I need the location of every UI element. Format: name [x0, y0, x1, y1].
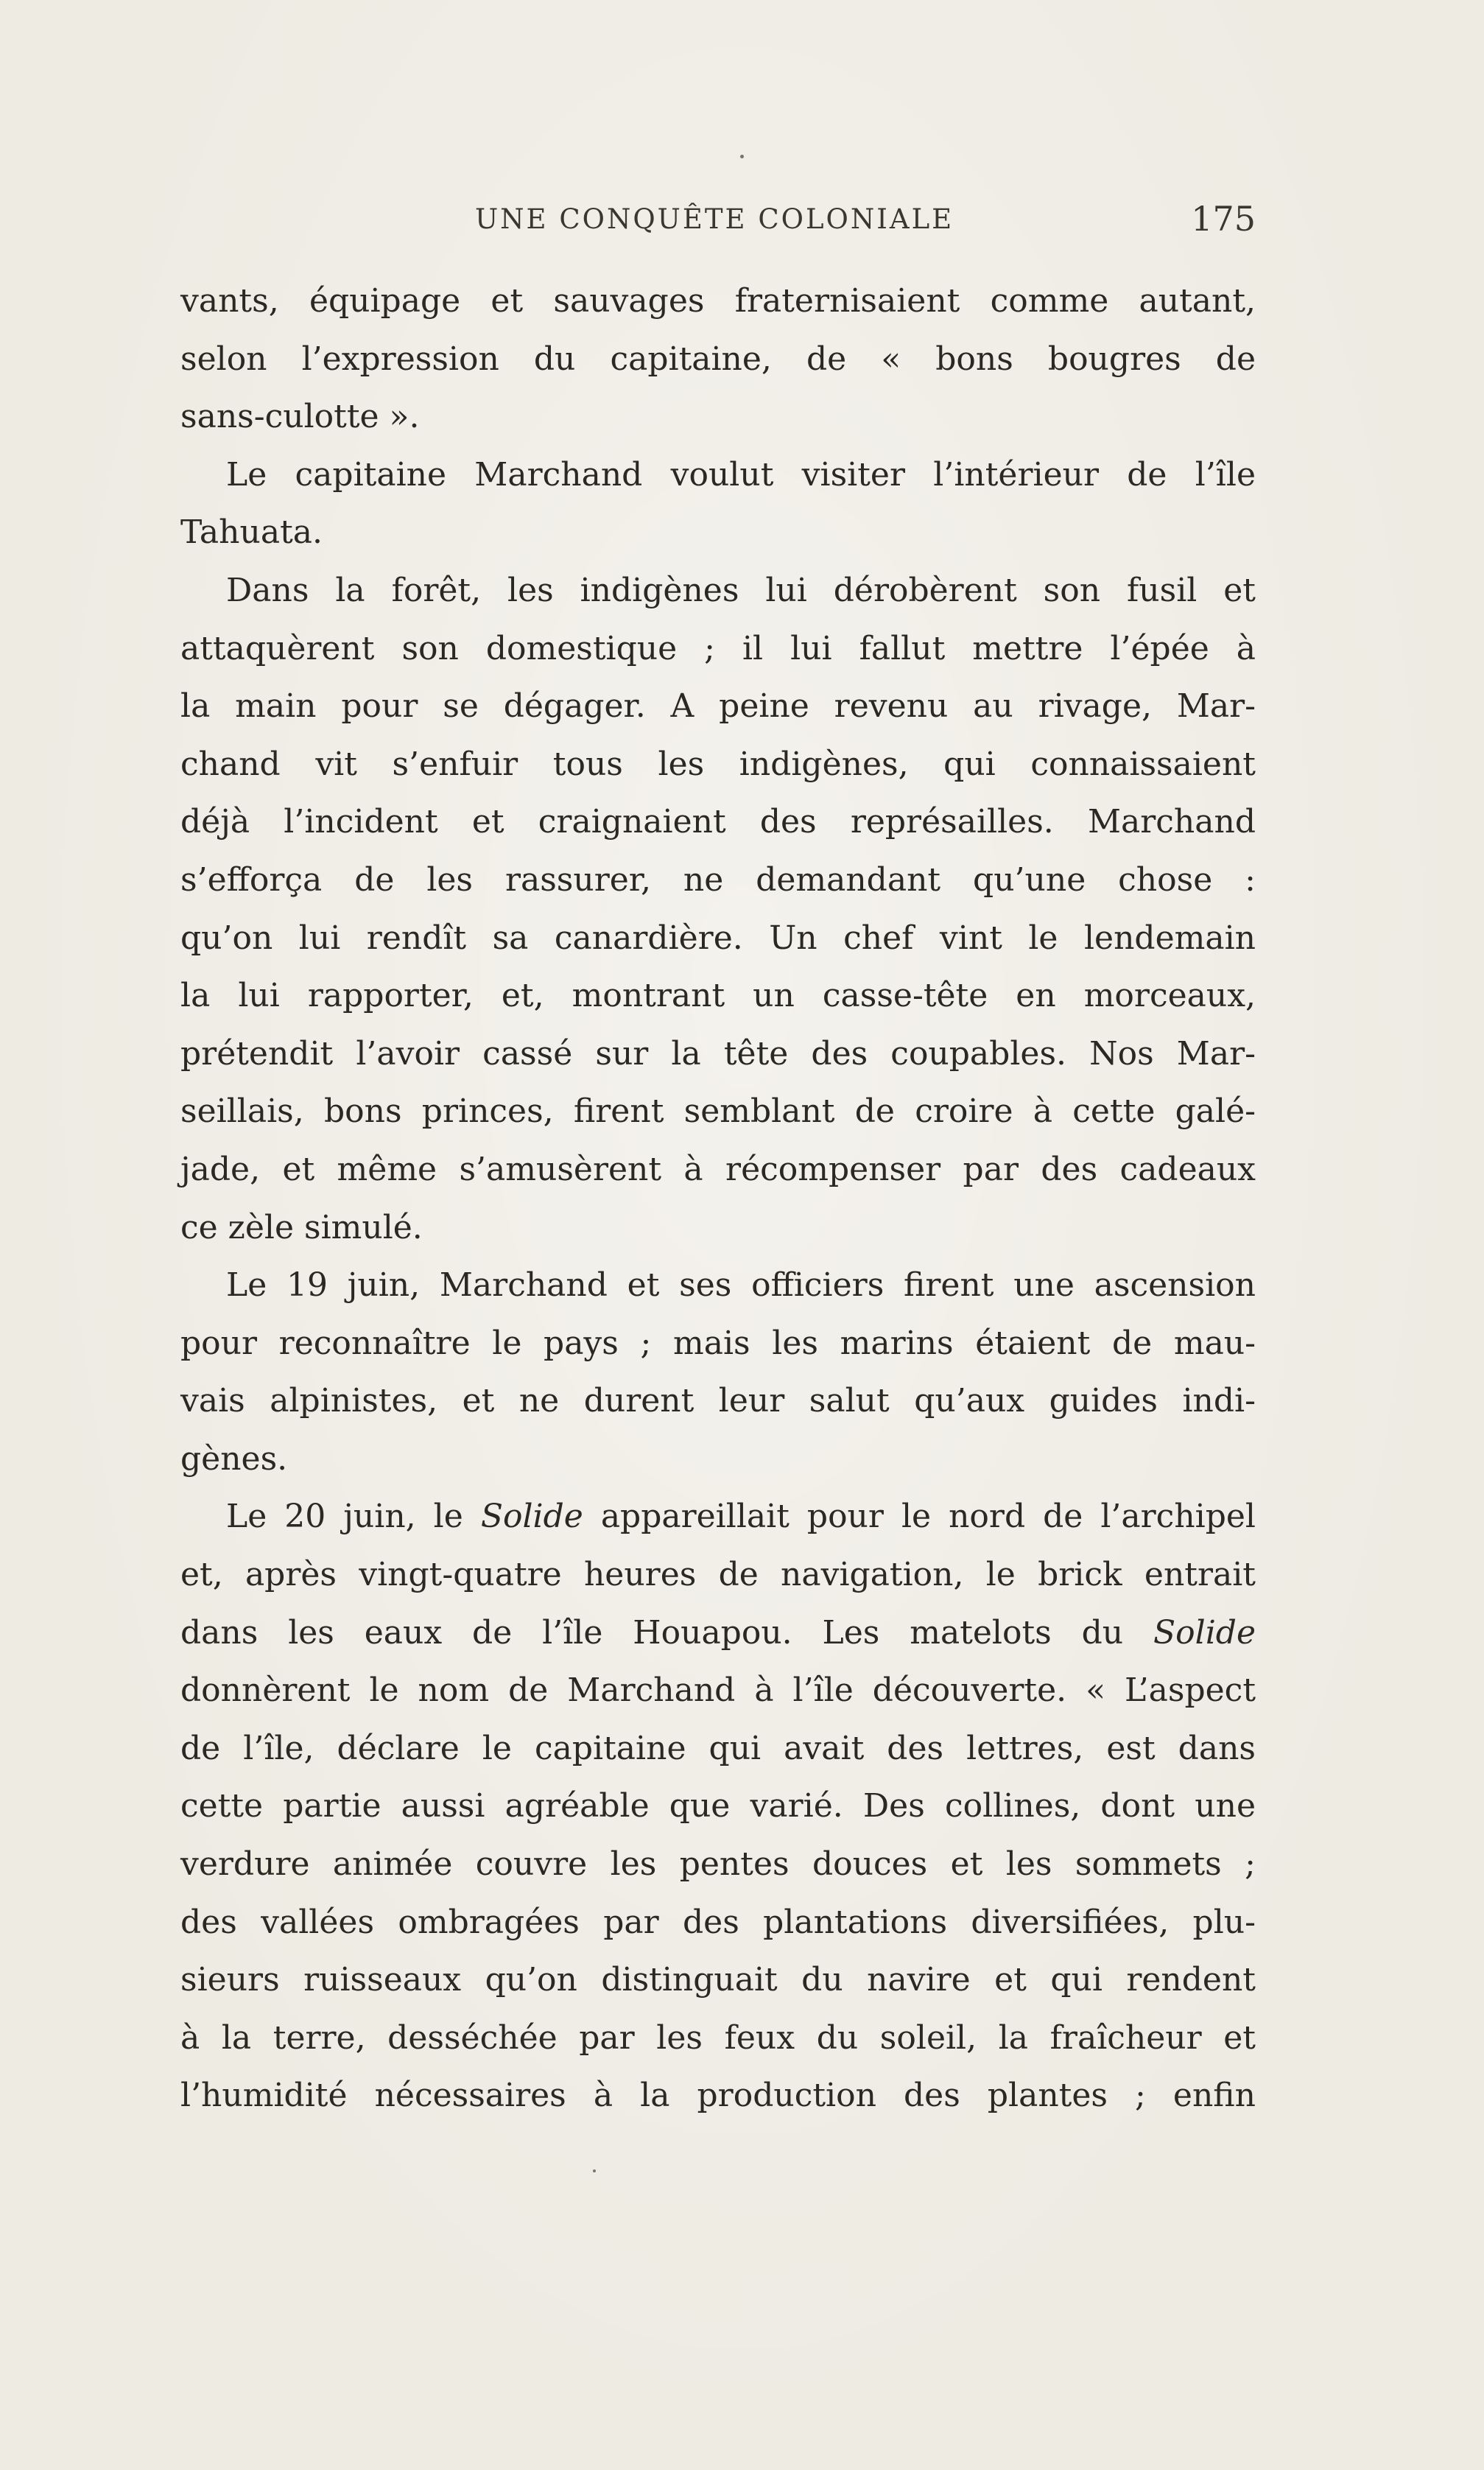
text-line: Le 20 juin, le Solide appareillait pour le nord de l’archipel — [226, 1498, 1256, 1536]
text-line: gènes. — [180, 1439, 288, 1478]
text-line: qu’on lui rendît sa canardière. Un chef vint le lendemain — [180, 919, 1256, 957]
ship-name: Solide — [480, 1498, 583, 1536]
page-header — [180, 199, 1256, 243]
text-line: chand vit s’enfuir tous les indigènes, qui connaissaient — [180, 745, 1256, 783]
text-line: attaquèrent son domestique ; il lui fallut mettre l’épée à — [180, 629, 1256, 667]
text-line: selon l’expression du capitaine, de « bons bougres de — [180, 340, 1256, 378]
text-line: Le capitaine Marchand voulut visiter l’intérieur de l’île — [226, 455, 1256, 494]
text-line: pour reconnaître le pays ; mais les marins étaient de mau- — [180, 1324, 1256, 1362]
page-number: 175 — [1191, 199, 1256, 239]
text-line: l’humidité nécessaires à la production des plantes ; enfin — [180, 2077, 1256, 2115]
text-line: ce zèle simulé. — [180, 1208, 423, 1246]
text-line: la main pour se dégager. A peine revenu au rivage, Mar- — [180, 687, 1256, 726]
text-line: verdure animée couvre les pentes douces et les sommets ; — [180, 1845, 1256, 1884]
text-line: jade, et même s’amusèrent à récompenser par des cadeaux — [180, 1150, 1256, 1188]
running-head: UNE CONQUÊTE COLONIALE — [475, 203, 954, 235]
paper-speck — [740, 155, 744, 158]
ship-name: Solide — [1153, 1613, 1256, 1652]
text-line: donnèrent le nom de Marchand à l’île découverte. « L’aspect — [180, 1671, 1256, 1710]
text-line: Le 19 juin, Marchand et ses officiers firent une ascension — [226, 1266, 1256, 1305]
text-line: Dans la forêt, les indigènes lui dérobèrent son fusil et — [226, 571, 1256, 609]
paper-speck — [593, 2169, 596, 2172]
text-line: à la terre, desséchée par les feux du soleil, la fraîcheur et — [180, 2018, 1256, 2057]
text-line: la lui rapporter, et, montrant un casse-tête en morceaux, — [180, 977, 1256, 1015]
text-line: cette partie aussi agréable que varié. Des collines, dont une — [180, 1787, 1256, 1825]
text-line: s’efforça de les rassurer, ne demandant qu’une chose : — [180, 860, 1256, 899]
text-line: vants, équipage et sauvages fraternisaient comme autant, — [180, 282, 1256, 320]
text-line: Tahuata. — [180, 513, 323, 552]
text-line: vais alpinistes, et ne durent leur salut qu’aux guides indi- — [180, 1382, 1256, 1420]
text-line: sieurs ruisseaux qu’on distinguait du navire et qui rendent — [180, 1961, 1256, 1999]
text-line: de l’île, déclare le capitaine qui avait des lettres, est dans — [180, 1729, 1256, 1767]
text-line: dans les eaux de l’île Houapou. Les matelots du Solide — [180, 1613, 1256, 1652]
text-line: des vallées ombragées par des plantations diversifiées, plu- — [180, 1903, 1256, 1941]
text-line: et, après vingt-quatre heures de navigation, le brick entrait — [180, 1556, 1256, 1594]
text-line: seillais, bons princes, firent semblant de croire à cette galé- — [180, 1092, 1256, 1131]
body-text — [180, 273, 1256, 2125]
text-line: sans-culotte ». — [180, 398, 420, 436]
text-line: prétendit l’avoir cassé sur la tête des coupables. Nos Mar- — [180, 1034, 1256, 1073]
text-line: déjà l’incident et craignaient des représailles. Marchand — [180, 803, 1256, 841]
